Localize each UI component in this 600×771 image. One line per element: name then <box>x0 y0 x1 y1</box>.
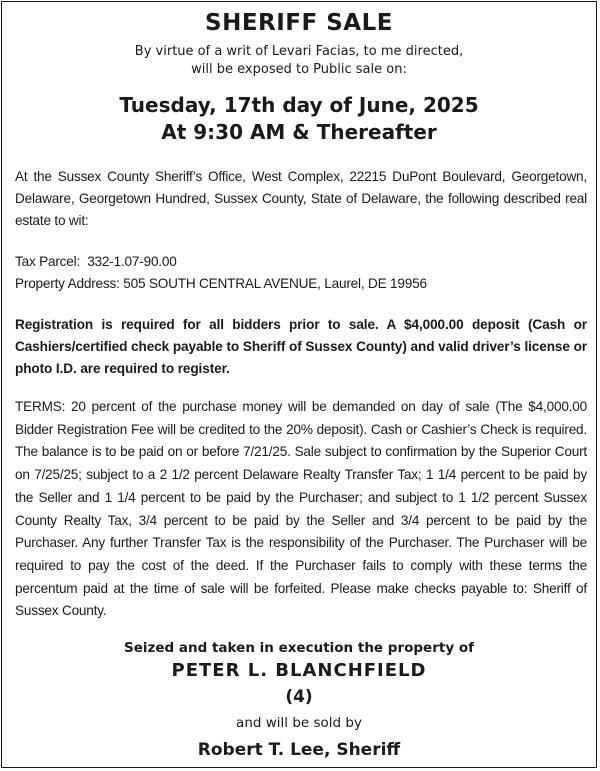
property-address: Property Address: 505 SOUTH CENTRAL AVENUE, Laurel, DE 19956 <box>15 276 427 291</box>
sheriff-name: Robert T. Lee, Sheriff <box>197 740 401 760</box>
property-details <box>15 251 587 295</box>
seized-statement: Seized and taken in execution the property of <box>124 640 474 656</box>
case-number: (4) <box>285 687 313 707</box>
sale-time: At 9:30 AM & Thereafter <box>161 120 437 144</box>
notice-intro <box>2 43 596 79</box>
terms-paragraph: TERMS: 20 percent of the purchase money will be demanded on day of sale (The $4,000.00 Bidder Registration Fee will be credited to the 20% deposit). Cash or Cashier’s Check is required. The balance is to be paid on or before 7/21/25. Sale subject to confirmation by the Superior Court on 7/25/25; subject to a 2 1/2 percent Delaware Realty Transfer Tax; 1 1/4 percent to be paid by the Seller and 1 1/4 percent to be paid by the Purchaser; and subject to 1 1/2 percent Sussex County Realty Tax, 3/4 percent to be paid by the Seller and 3/4 percent to be paid by the Purchaser. Any further Transfer Tax is the responsibility of the Purchaser. The Purchaser will be required to pay the cost of the deed. If the Purchaser fails to comply with these terms the percentum paid at the time of sale will be forfeited. Please make checks payable to: Sheriff of Sussex County. <box>15 399 587 619</box>
sale-date-block <box>2 92 596 146</box>
property-owner-name: PETER L. BLANCHFIELD <box>171 660 427 681</box>
registration-paragraph: Registration is required for all bidders prior to sale. A $4,000.00 deposit (Cash or Cashiers/certified check payable to Sheriff of Sussex County) and valid driver’s license or photo I.D. are required to register. <box>15 317 587 376</box>
sale-location-paragraph: At the Sussex County Sheriff’s Office, West Complex, 22215 DuPont Boulevard, Georgetown, Delaware, Georgetown Hundred, Sussex County, State of Delaware, the following described real estate to wit: <box>15 169 587 228</box>
tax-parcel: Tax Parcel: 332-1.07-90.00 <box>15 254 177 269</box>
sale-date: Tuesday, 17th day of June, 2025 <box>119 93 479 117</box>
sheriff-sale-notice <box>1 1 597 768</box>
intro-line: By virtue of a writ of Levari Facias, to me directed, <box>134 44 464 59</box>
notice-title: SHERIFF SALE <box>205 10 393 36</box>
intro-line: will be exposed to Public sale on: <box>191 62 407 77</box>
sold-by-statement: and will be sold by <box>236 715 362 731</box>
